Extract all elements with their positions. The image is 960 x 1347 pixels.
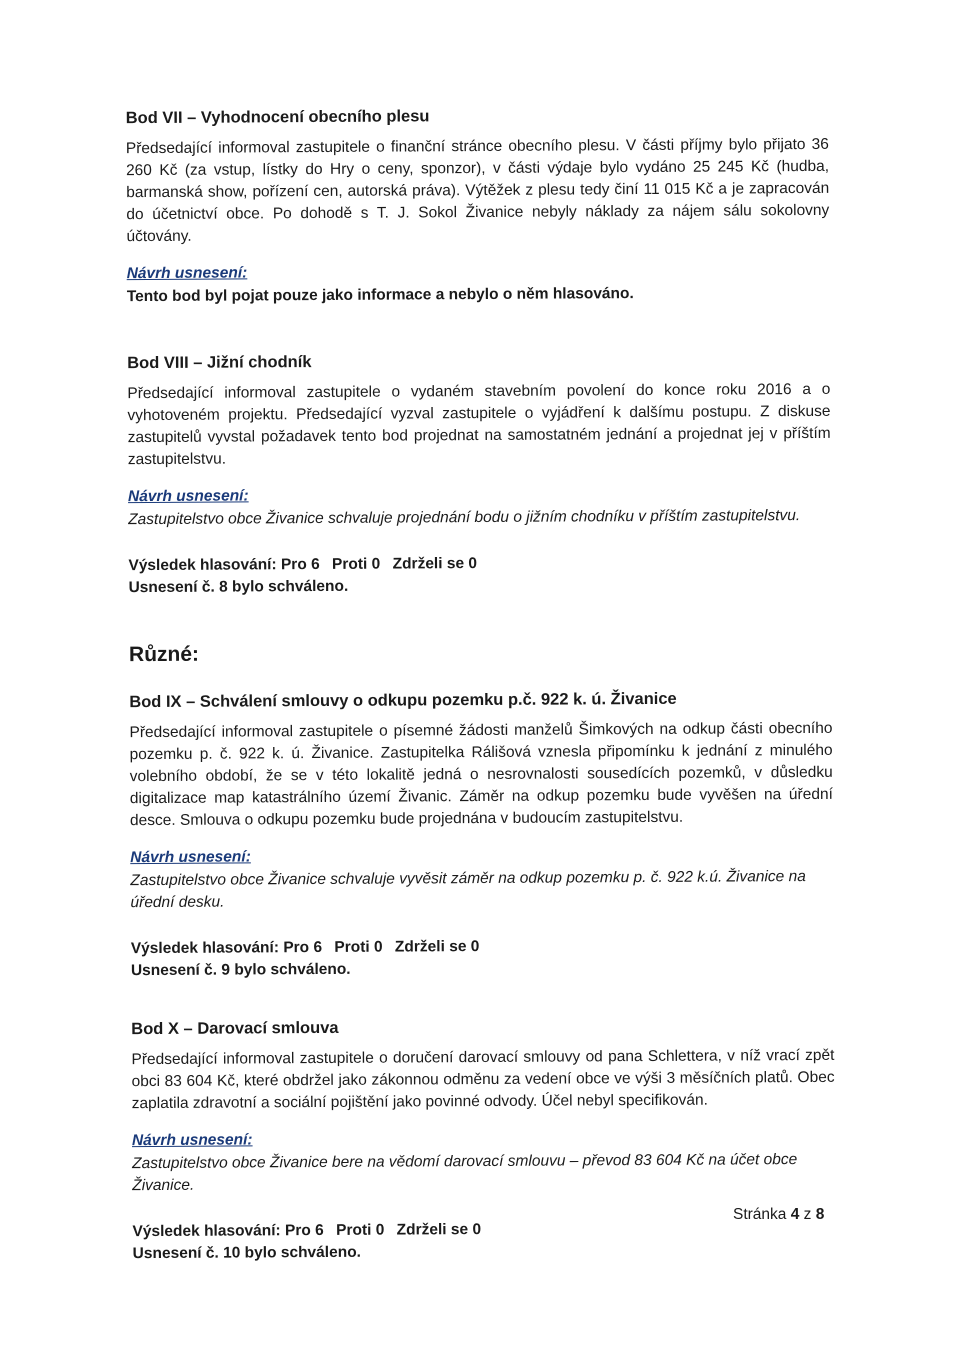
vote-label: Výsledek hlasování:: [130, 939, 280, 958]
motion-label: Návrh usnesení:: [130, 848, 251, 867]
section-bod-viii: [127, 350, 831, 599]
page-prefix: Stránka: [733, 1206, 787, 1223]
section-paragraph: Předsedající informoval zastupitele o finanční stránce obecního plesu. V části příjmy bylo přijato 36 260 Kč (za vstup, lístky do Hry o ceny, sponzor), v části výdaje bylo vydáno 25 245 Kč (hudba, barmanská show, pořízení cen, autorská práva). Výtěžek z plesu tedy činí 11 015 Kč a je zapracován do účetnictví obce. Po dohodě s T. J. Sokol Živanice nebyly náklady za nájem sálu sokolovny účtovány.: [125, 135, 830, 246]
section-bod-x: [131, 1016, 835, 1265]
motion-text: Zastupitelstvo obce Živanice bere na vědomí darovací smlouvu – převod 83 604 Kč na účet obce Živanice.: [132, 1151, 798, 1195]
page-current: 4: [790, 1206, 800, 1223]
vote-pro: Pro 6: [280, 555, 320, 574]
resolution-status: Usnesení č. 10 bylo schváleno.: [132, 1243, 361, 1263]
section-heading: Bod X – Darovací smlouva: [131, 1018, 339, 1039]
page-number-footer: [733, 1206, 824, 1224]
section-paragraph: Předsedající informoval zastupitele o písemné žádosti manželů Šimkových na odkup části obecního pozemku p. č. 922 k. ú. Živanice. Zastupitelka Rálišová vznesla připomínku k jednání z minulého volebního období, že se v této lokalitě jedná o nesrovnalosti sousedících pozemků, v důsledku digitalizace map katastrálního území Živanic. Záměr na odkup pozemku bude vyvěšen na úřední desce. Smlouva o odkupu pozemku bude projednána v budoucím zastupitelstvu.: [129, 719, 833, 830]
section-paragraph: Předsedající informoval zastupitele o vydaném stavebním povolení do konce roku 2016 a o vyhotoveném projektu. Předsedající vyzval zastupitele o vyjádření k dalšímu postupu. Z diskuse zastupitelů vyvstal požadavek tento bod projednat na samostatném jednání a projednat jej v příštím zastupitelstvu.: [127, 380, 831, 469]
page-separator: z: [803, 1206, 812, 1223]
vote-label: Výsledek hlasování:: [132, 1222, 281, 1241]
motion-label: Návrh usnesení:: [126, 264, 248, 283]
section-paragraph: Předsedající informoval zastupitele o doručení darovací smlouvy od pana Schlettera, v níž vrací zpět obci 83 604 Kč, které obdržel jako zákonnou odměnu za vedení obce ve výši 3 měsíčních platů. Obec zaplatila zdravotní a sociální pojištění jako povinné odvody. Účel nebyl specifikován.: [131, 1046, 835, 1113]
section-bod-vii: [126, 105, 830, 308]
vote-proti: Proti 0: [336, 1221, 385, 1239]
section-bod-ix: [129, 689, 834, 982]
motion-label: Návrh usnesení:: [131, 1131, 253, 1150]
vote-proti: Proti 0: [334, 938, 383, 956]
resolution-status: Usnesení č. 8 bylo schváleno.: [128, 577, 349, 597]
resolution-status: Usnesení č. 9 bylo schváleno.: [130, 960, 351, 980]
vote-zdrzeli: Zdrželi se 0: [394, 938, 480, 956]
vote-pro: Pro 6: [284, 1221, 324, 1240]
vote-zdrzeli: Zdrželi se 0: [392, 555, 478, 573]
section-heading: Bod VIII – Jižní chodník: [127, 353, 312, 373]
vote-zdrzeli: Zdrželi se 0: [396, 1221, 482, 1239]
motion-text: Zastupitelstvo obce Živanice schvaluje vyvěsit záměr na odkup pozemku p. č. 922 k.ú. Živanice na úřední desku.: [130, 868, 806, 912]
section-heading-ruzne: Různé:: [128, 642, 200, 667]
motion-text: Tento bod byl pojat pouze jako informace a nebylo o něm hlasováno.: [126, 285, 634, 306]
section-heading: Bod IX – Schválení smlouvy o odkupu pozemku p.č. 922 k. ú. Živanice: [129, 689, 677, 712]
vote-label: Výsledek hlasování:: [128, 556, 277, 575]
motion-label: Návrh usnesení:: [127, 487, 249, 506]
motion-text: Zastupitelstvo obce Živanice schvaluje projednání bodu o jižním chodníku v příštím zastupitelstvu.: [128, 507, 801, 529]
section-heading: Bod VII – Vyhodnocení obecního plesu: [125, 107, 430, 128]
page-total: 8: [815, 1206, 825, 1223]
vote-pro: Pro 6: [283, 938, 323, 957]
vote-proti: Proti 0: [331, 555, 381, 573]
